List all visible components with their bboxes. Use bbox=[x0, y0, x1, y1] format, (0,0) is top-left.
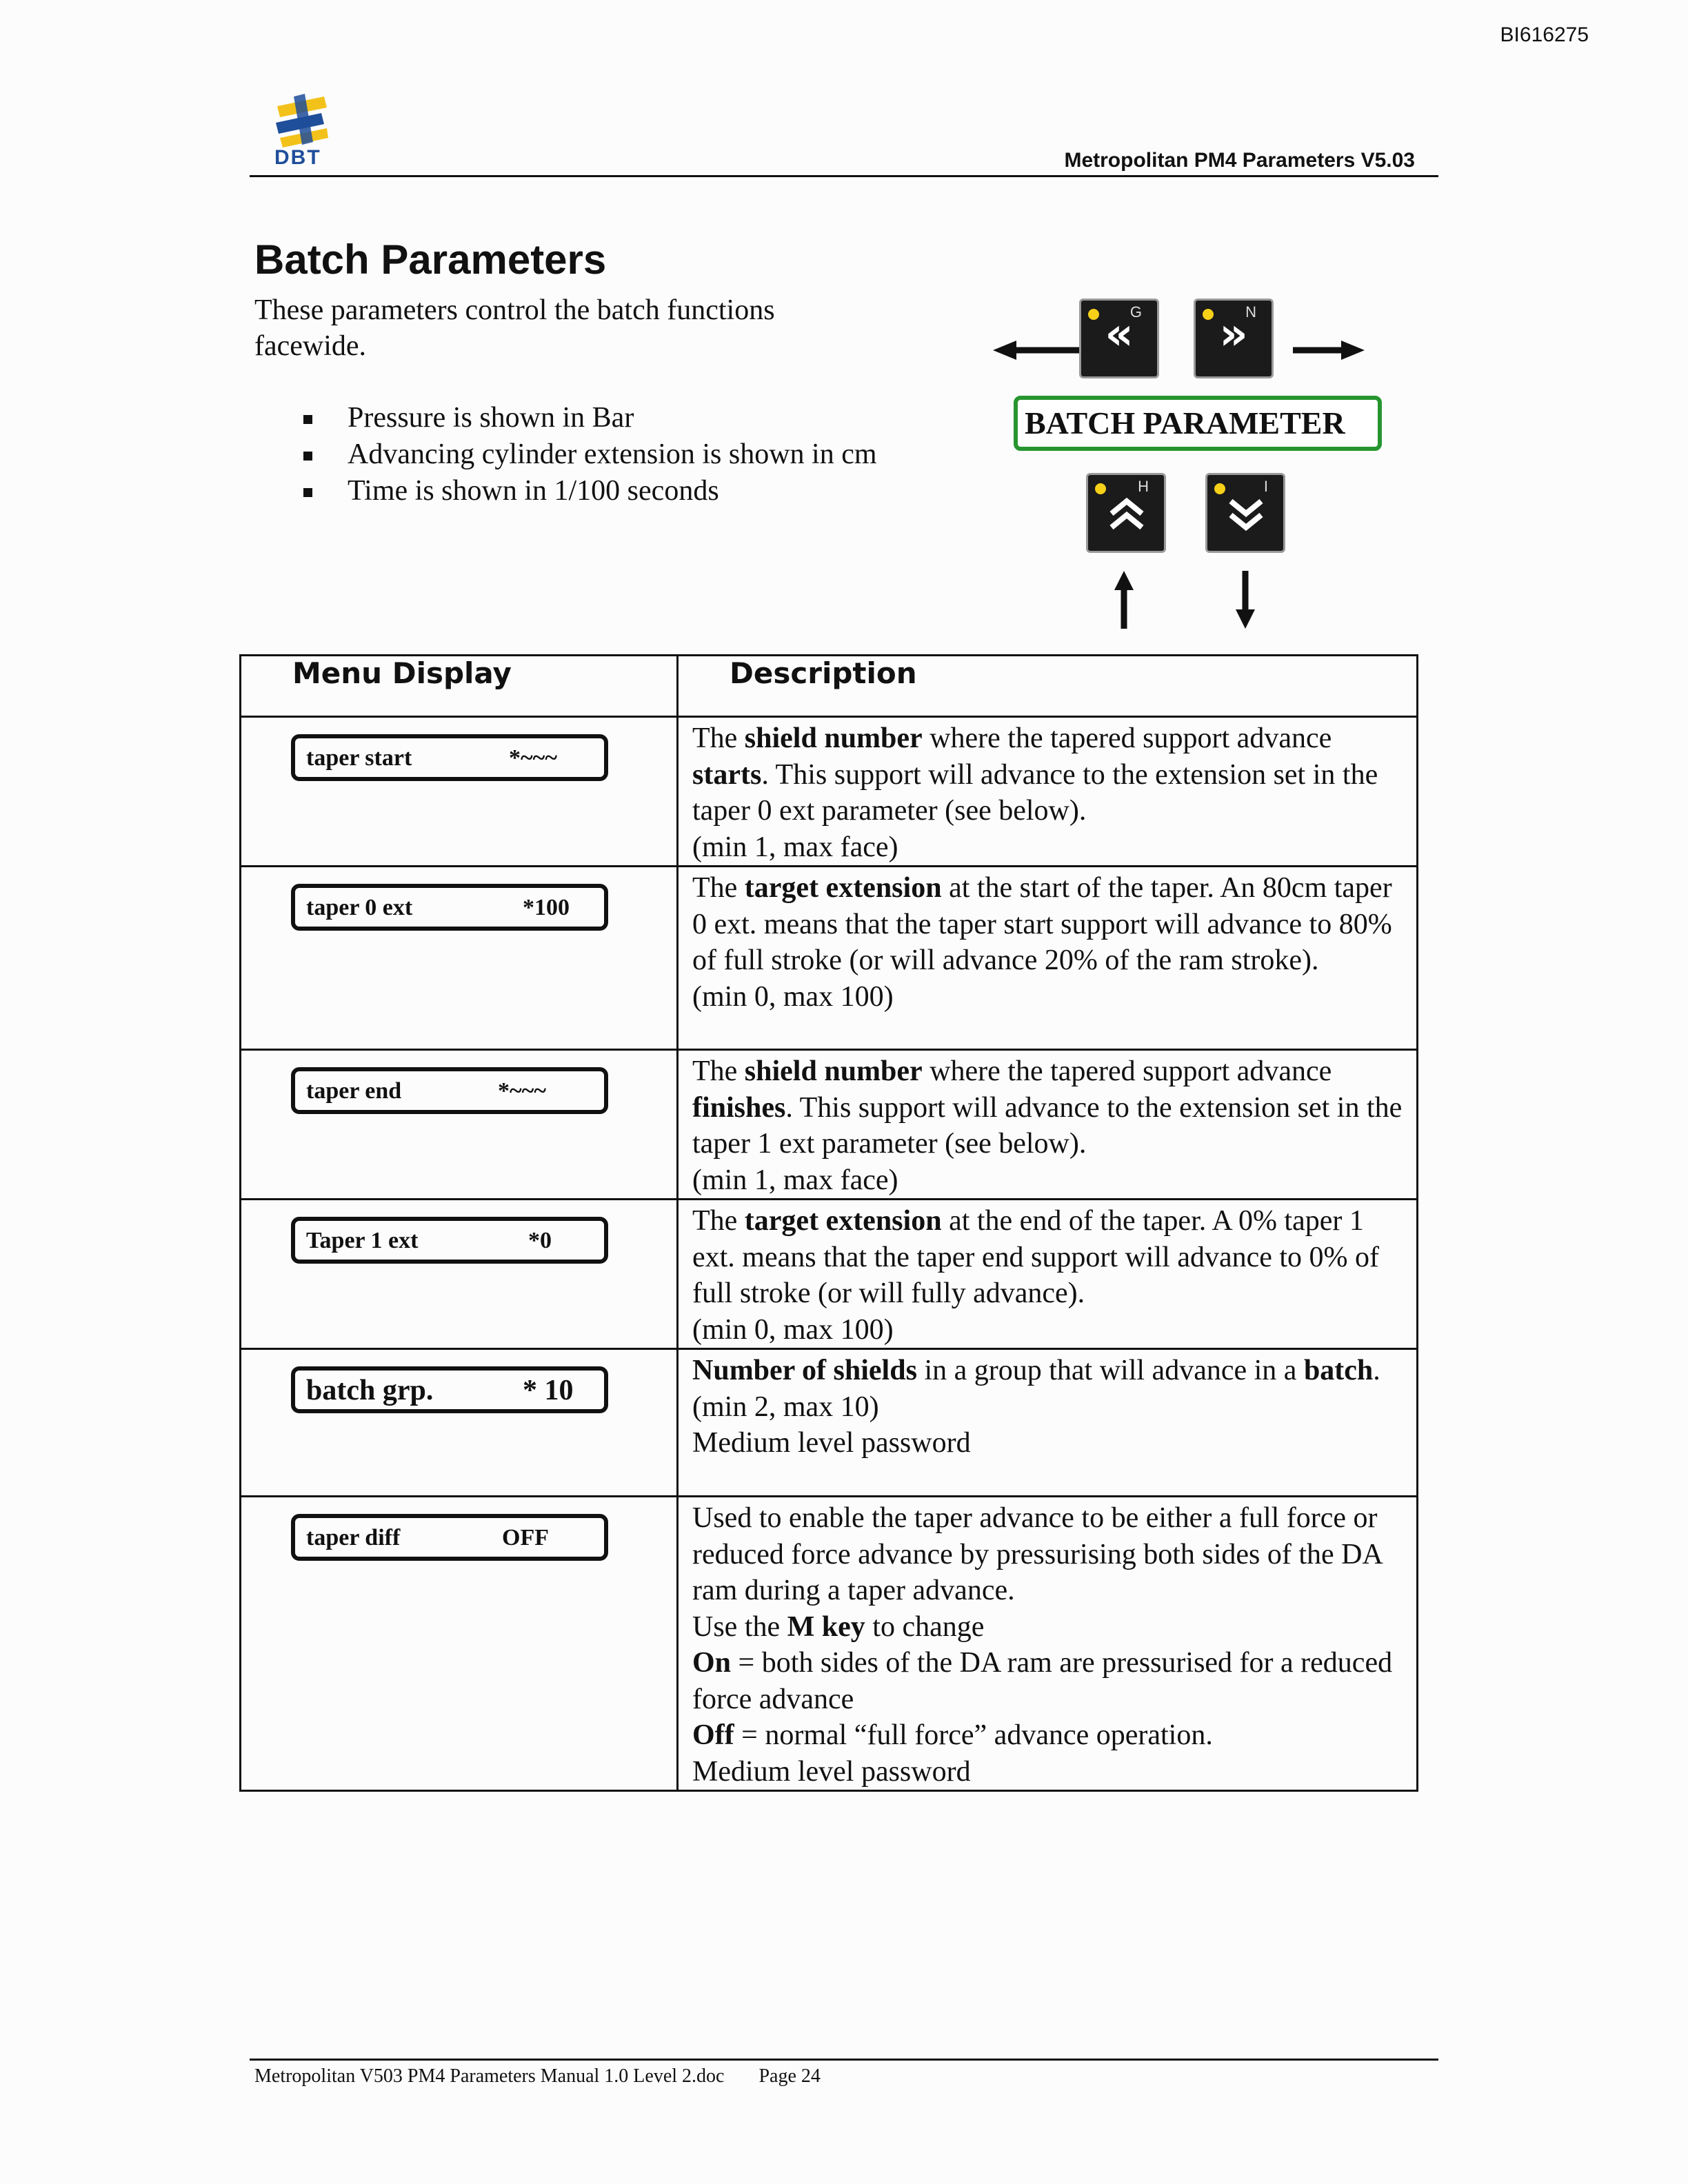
table-row bbox=[241, 867, 1418, 1050]
display-value: *~~~ bbox=[509, 745, 558, 771]
table-row bbox=[241, 717, 1418, 867]
footer bbox=[254, 2065, 821, 2087]
footer-divider bbox=[250, 2059, 1438, 2061]
arrow-left-icon bbox=[993, 338, 1089, 363]
display-value: *100 bbox=[523, 895, 570, 920]
double-chevron-up-icon bbox=[1107, 496, 1146, 533]
display-value: * 10 bbox=[523, 1375, 574, 1406]
display-value: *~~~ bbox=[498, 1078, 547, 1104]
intro-text: These parameters control the batch functions facewide. bbox=[254, 294, 775, 362]
left-key[interactable] bbox=[1079, 299, 1159, 378]
double-chevron-left-icon: « bbox=[1105, 309, 1134, 360]
menu-display-cell bbox=[241, 867, 678, 1050]
menu-display-screen bbox=[291, 1366, 608, 1413]
parameter-table bbox=[239, 654, 1418, 1792]
menu-display-screen bbox=[291, 884, 608, 931]
indicator-led-icon bbox=[1095, 483, 1106, 494]
display-label: batch grp. bbox=[306, 1375, 434, 1406]
table-row bbox=[241, 1050, 1418, 1200]
display-label: taper 0 ext bbox=[306, 895, 413, 920]
description-cell: Used to enable the taper advance to be either a full force or reduced force advance by pressurising both sides of the DA ram during a taper advance. Use the M key to change On = both sides of the DA ram are pressurised for a reduced force advance Off = normal “full force” advance operation. Medium level password bbox=[678, 1497, 1418, 1791]
description-cell: Number of shields in a group that will advance in a batch. (min 2, max 10) Medium level password bbox=[678, 1349, 1418, 1497]
page-number: Page 24 bbox=[758, 2065, 821, 2087]
description-cell: The target extension at the start of the taper. An 80cm taper 0 ext. means that the taper start support will advance to 80% of full stroke (or will advance 20% of the ram stroke). (min 0, max 100) bbox=[678, 867, 1418, 1050]
menu-display-cell bbox=[241, 717, 678, 867]
header-divider bbox=[250, 175, 1438, 177]
footer-filename: Metropolitan V503 PM4 Parameters Manual 1.0 Level 2.doc bbox=[254, 2065, 725, 2087]
arrow-up-icon bbox=[1113, 571, 1135, 629]
key-letter: I bbox=[1263, 478, 1268, 495]
logo-text: DBT bbox=[274, 146, 321, 169]
bullet-item: Pressure is shown in Bar bbox=[303, 400, 877, 436]
description-cell: The target extension at the end of the taper. A 0% taper 1 ext. means that the taper end support will advance to 0% of full stroke (or will fully advance). (min 0, max 100) bbox=[678, 1200, 1418, 1349]
batch-parameter-label: BATCH PARAMETER bbox=[1014, 396, 1382, 451]
arrow-right-icon bbox=[1293, 338, 1365, 363]
table-row bbox=[241, 1200, 1418, 1349]
display-label: taper diff bbox=[306, 1525, 401, 1550]
menu-display-cell bbox=[241, 1200, 678, 1349]
menu-display-screen bbox=[291, 1067, 608, 1114]
key-letter: G bbox=[1129, 303, 1142, 321]
display-label: Taper 1 ext bbox=[306, 1228, 419, 1253]
column-header-menu-display: Menu Display bbox=[241, 656, 678, 717]
bullet-item: Time is shown in 1/100 seconds bbox=[303, 473, 877, 509]
down-key[interactable] bbox=[1205, 473, 1285, 553]
double-chevron-down-icon bbox=[1227, 496, 1265, 533]
header-title: Metropolitan PM4 Parameters V5.03 bbox=[1064, 149, 1415, 172]
display-value: *0 bbox=[528, 1228, 552, 1253]
up-key[interactable] bbox=[1086, 473, 1166, 553]
display-value: OFF bbox=[502, 1525, 549, 1550]
key-letter: H bbox=[1138, 478, 1149, 495]
document-id: BI616275 bbox=[1500, 23, 1589, 46]
table-header-row bbox=[241, 656, 1418, 717]
description-cell: The shield number where the tapered support advance starts. This support will advance to the extension set in the taper 0 ext parameter (see below). (min 1, max face) bbox=[678, 717, 1418, 867]
key-letter: N bbox=[1245, 303, 1256, 321]
arrow-down-icon bbox=[1234, 571, 1256, 629]
column-header-description: Description bbox=[678, 656, 1418, 717]
menu-display-screen bbox=[291, 1514, 608, 1561]
bullet-item: Advancing cylinder extension is shown in cm bbox=[303, 436, 877, 473]
page-title: Batch Parameters bbox=[254, 236, 607, 283]
table-row bbox=[241, 1497, 1418, 1791]
menu-display-cell bbox=[241, 1497, 678, 1791]
menu-display-cell bbox=[241, 1050, 678, 1200]
table-row bbox=[241, 1349, 1418, 1497]
menu-display-screen bbox=[291, 1217, 608, 1264]
menu-display-cell bbox=[241, 1349, 678, 1497]
display-label: taper end bbox=[306, 1078, 402, 1104]
right-key[interactable] bbox=[1194, 299, 1274, 378]
indicator-led-icon bbox=[1214, 483, 1225, 494]
display-label: taper start bbox=[306, 745, 412, 771]
double-chevron-right-icon: » bbox=[1219, 309, 1248, 360]
description-cell: The shield number where the tapered support advance finishes. This support will advance to the extension set in the taper 1 ext parameter (see below). (min 1, max face) bbox=[678, 1050, 1418, 1200]
menu-display-screen bbox=[291, 734, 608, 781]
bullet-list bbox=[303, 400, 877, 509]
